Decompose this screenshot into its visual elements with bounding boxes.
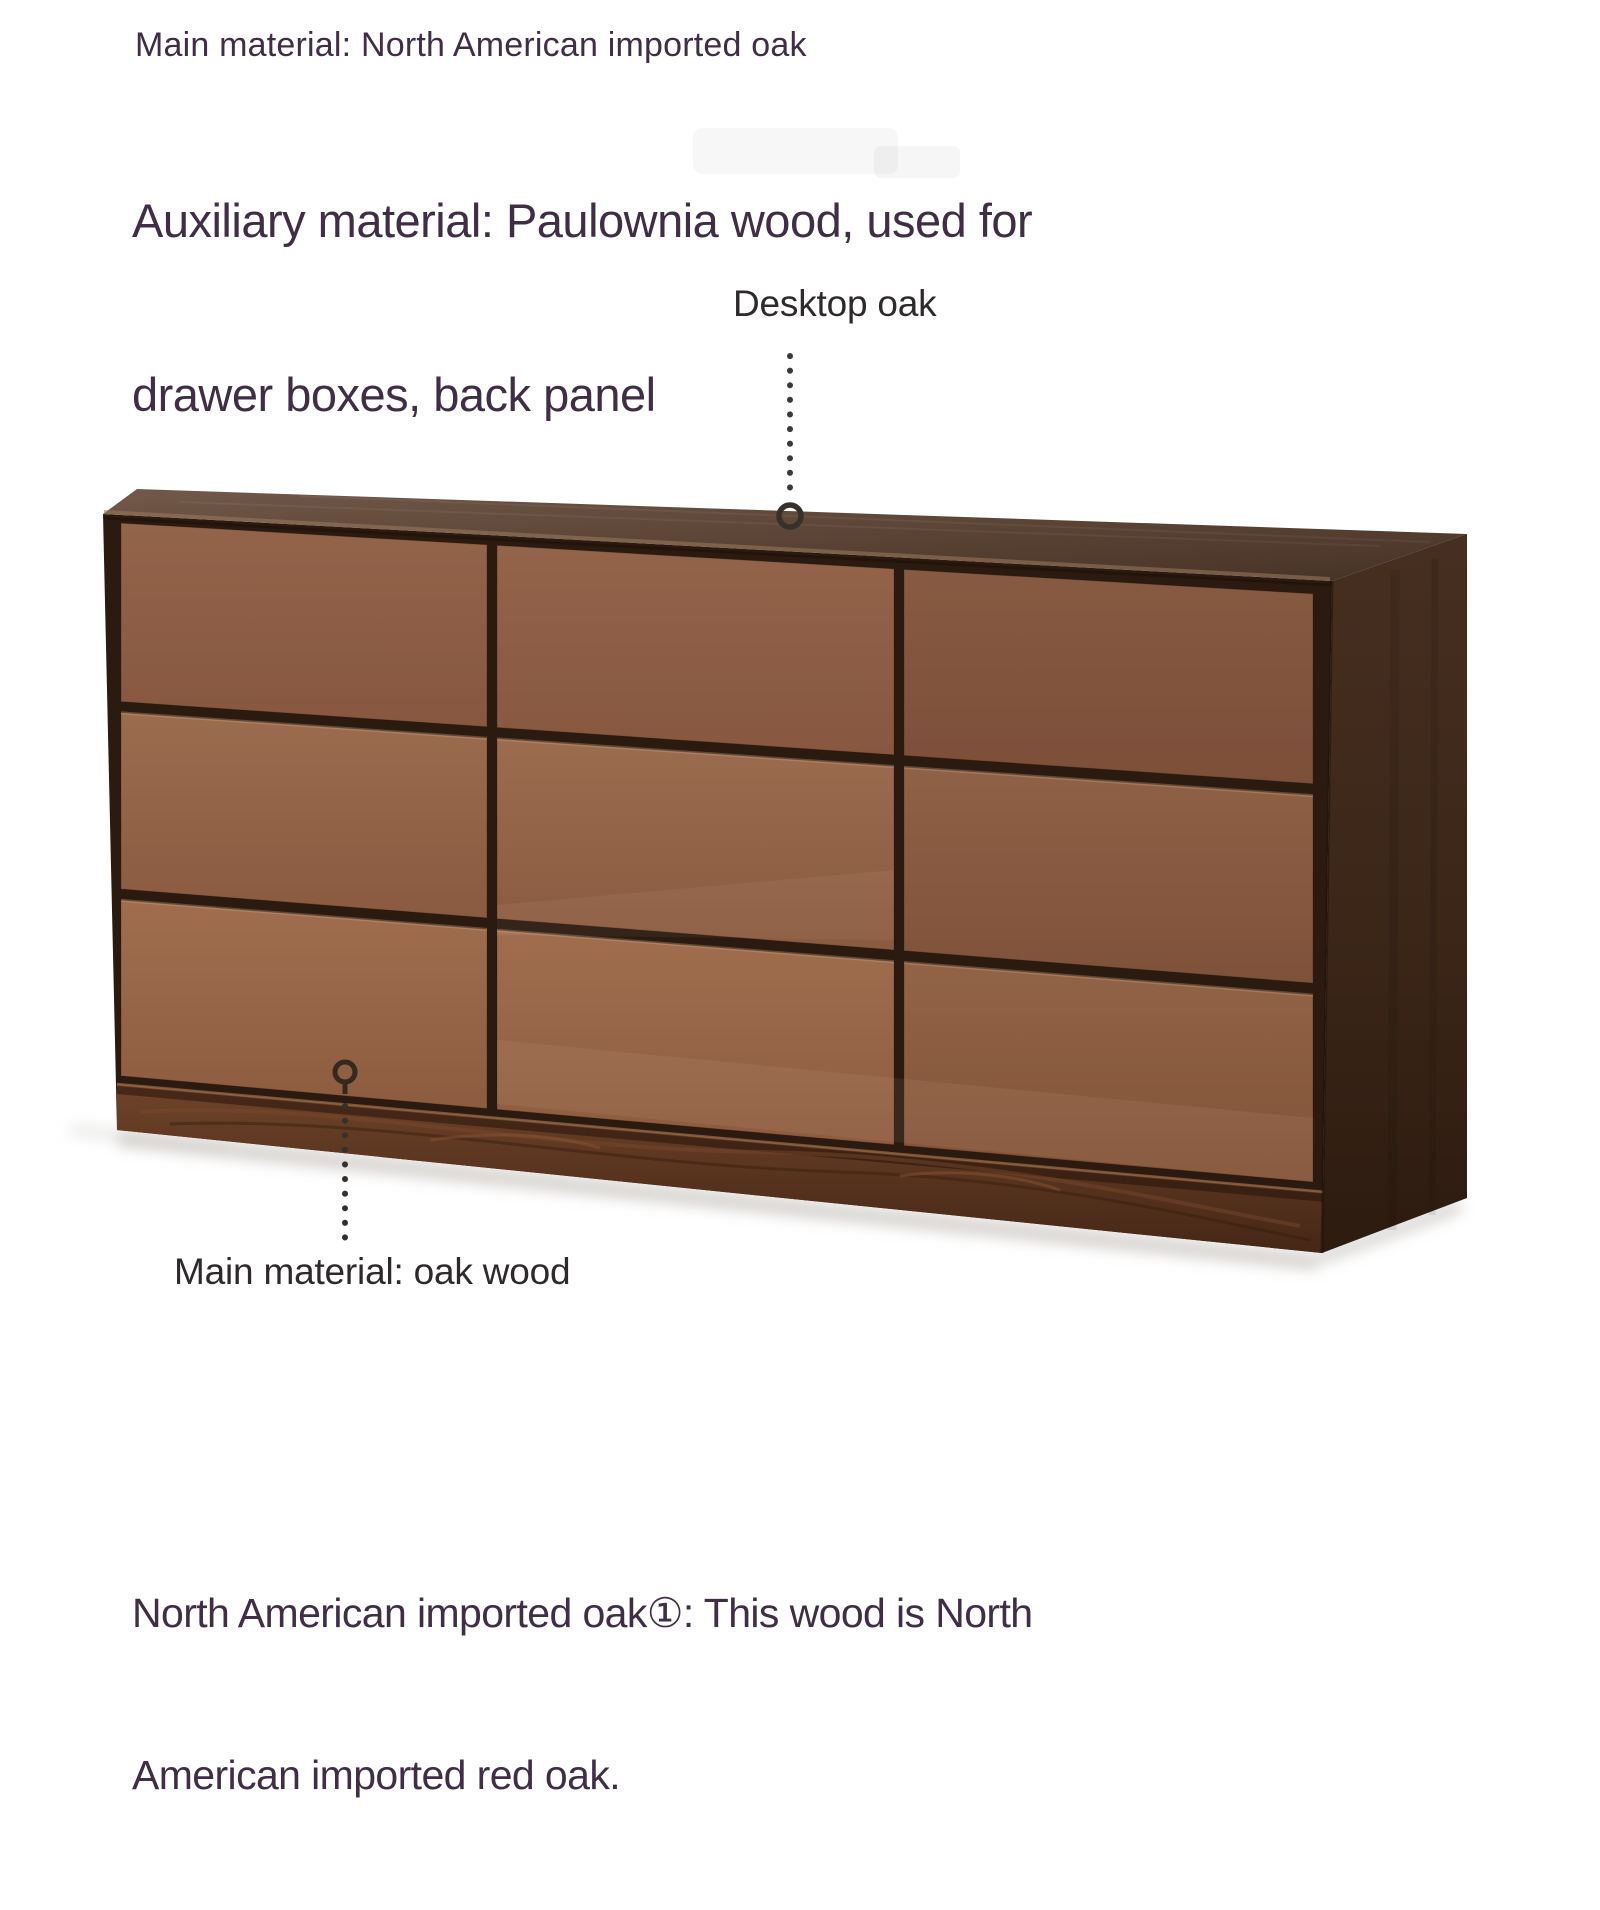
footnote-text	[132, 1478, 1032, 1910]
drawer-shade-overlay	[904, 570, 1313, 784]
side-grain-streak	[1432, 558, 1435, 1215]
drawer-front-r1-c2	[497, 545, 894, 754]
dresser-side-panel	[1322, 534, 1467, 1253]
footnote-line-1: North American imported oak①: This wood is North	[132, 1590, 1033, 1636]
drawer-front-r3-c1	[121, 900, 487, 1108]
drawer-shade-overlay	[904, 767, 1313, 983]
drawer-front-r2-c1	[121, 713, 487, 918]
desktop-oak-label: Desktop oak	[733, 283, 937, 324]
drawer-front-r1-c1	[121, 523, 487, 727]
main-material-text: Main material: North American imported oak	[135, 26, 807, 64]
auxiliary-material-line-1: Auxiliary material: Paulownia wood, used for	[132, 194, 1033, 247]
auxiliary-material-line-2: drawer boxes, back panel	[132, 368, 656, 421]
side-grain-streak	[1392, 570, 1395, 1230]
footnote-line-2: American imported red oak.	[132, 1752, 621, 1798]
oak-wood-label: Main material: oak wood	[174, 1251, 571, 1292]
